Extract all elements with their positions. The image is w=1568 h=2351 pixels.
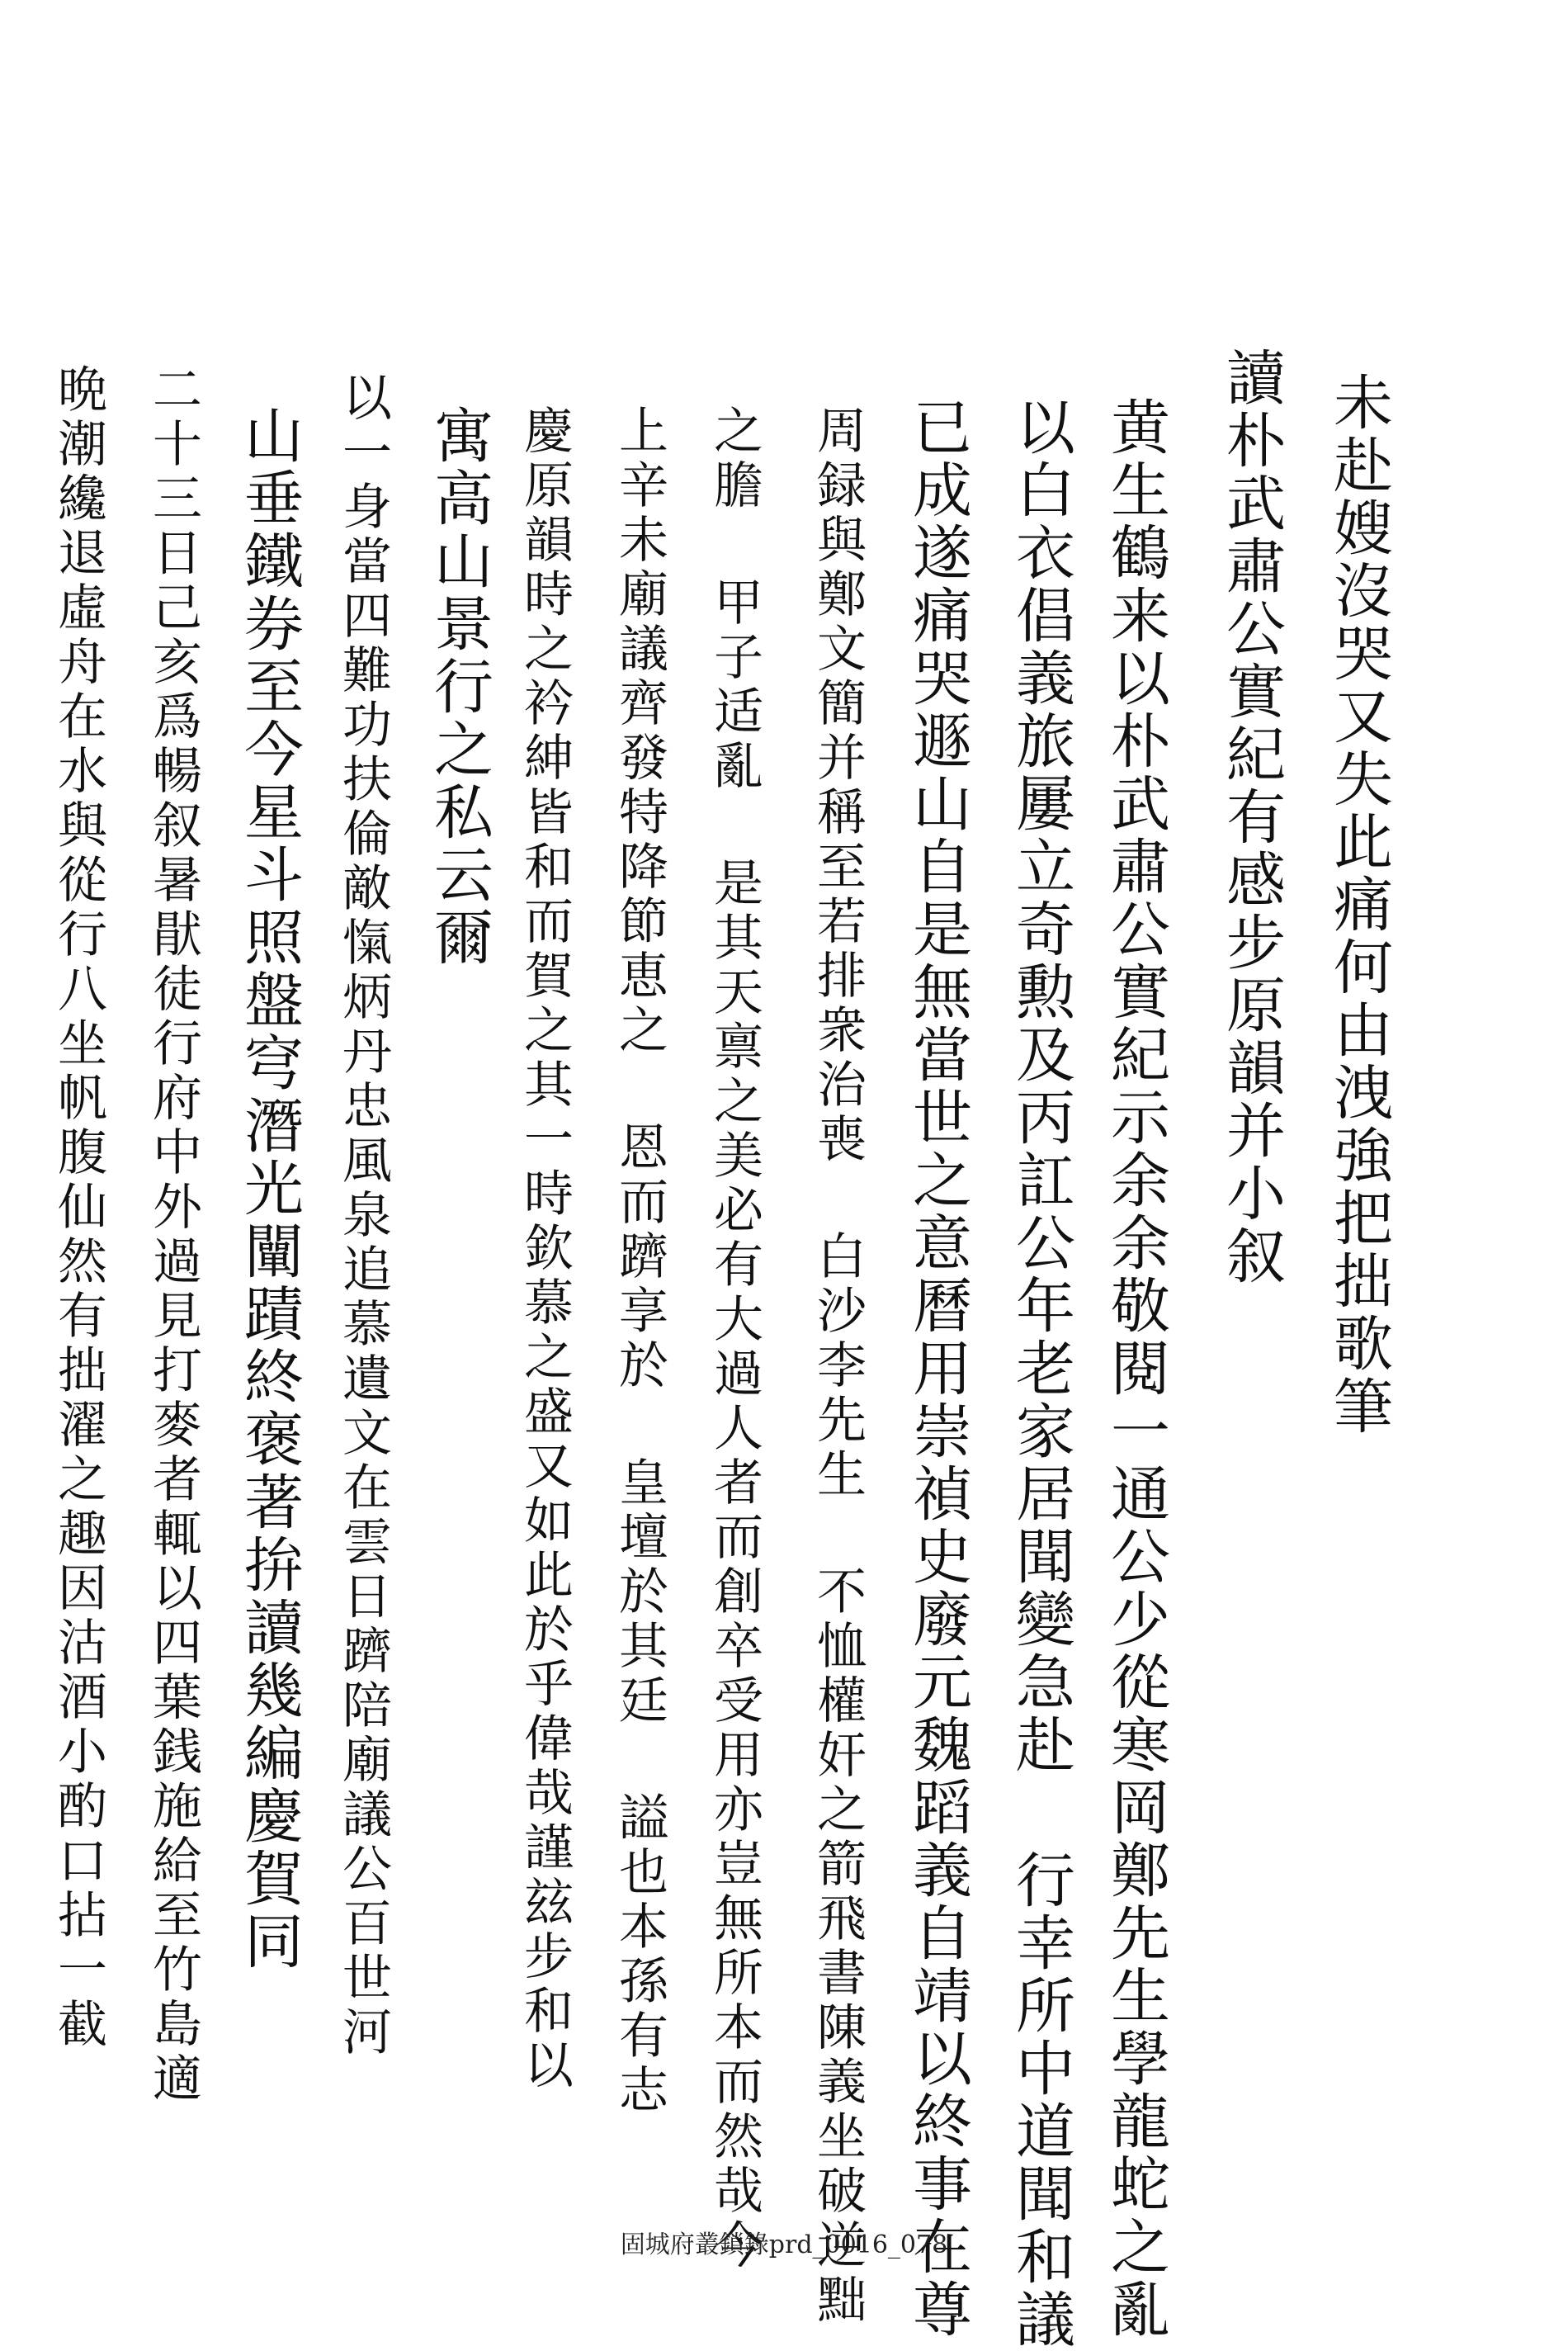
text-column-12: 山垂鐵券至今星斗照盤穹潛光闡蹟終褒著拚讀幾編慶賀同 [234, 404, 304, 1973]
text-column-5: 已成遂痛哭遯山自是無當世之意曆用崇禎史廢元魏蹈義自靖以終事在尊 [903, 396, 972, 2341]
page-caption: 固城府叢鎖錄prd_0016_078 [620, 2230, 948, 2259]
text-column-13: 二十三日己亥爲暢叙暑猒徒行府中外過見打麥者輒以四葉銭施給至竹島適 [144, 363, 202, 2107]
text-column-14: 晩潮纔退虛舟在水與從行八坐帆腹仙然有拙濯之趣因沽酒小酌口拈一截 [50, 363, 107, 2052]
text-column-10: 寓高山景行之私云爾 [424, 404, 494, 969]
text-column-2: 讀朴武肅公實紀有感步原韻并小叙 [1216, 347, 1286, 1288]
text-column-8: 上辛未廟議齊發特降節恵之 恩而躋享於 皇壇於其廷 謚也本孫有志 [611, 404, 668, 2118]
text-column-1: 未赴嫂沒哭又失此痛何由洩強把拙歌筆 [1324, 371, 1393, 1438]
text-column-7: 之膽 甲子适亂 是其天禀之美必有大過人者而創卒受用亦豈無所本而然哉今 [706, 404, 763, 2273]
text-column-6: 周録與鄭文簡并稱至若排衆治喪 白沙李先生 不恤權奸之箭飛書陳義坐破逆黜 [809, 404, 867, 2328]
text-column-3: 黄生鶴来以朴武肅公實紀示余余敬閱一通公少從寒岡鄭先生學龍蛇之亂 [1101, 396, 1170, 2341]
text-column-9: 慶原韻時之衿紳皆和而賀之其一時欽慕之盛又如此於乎偉哉謹玆步和以 [516, 404, 574, 2093]
text-column-11: 以一身當四難功扶倫敵愾炳丹忠風泉追慕遺文在雲日躋陪廟議公百世河 [334, 371, 392, 2060]
text-column-4: 以白衣倡義旅屢立奇勲及丙訌公年老家居聞變急赴 行幸所中道聞和議 [1006, 396, 1075, 2351]
